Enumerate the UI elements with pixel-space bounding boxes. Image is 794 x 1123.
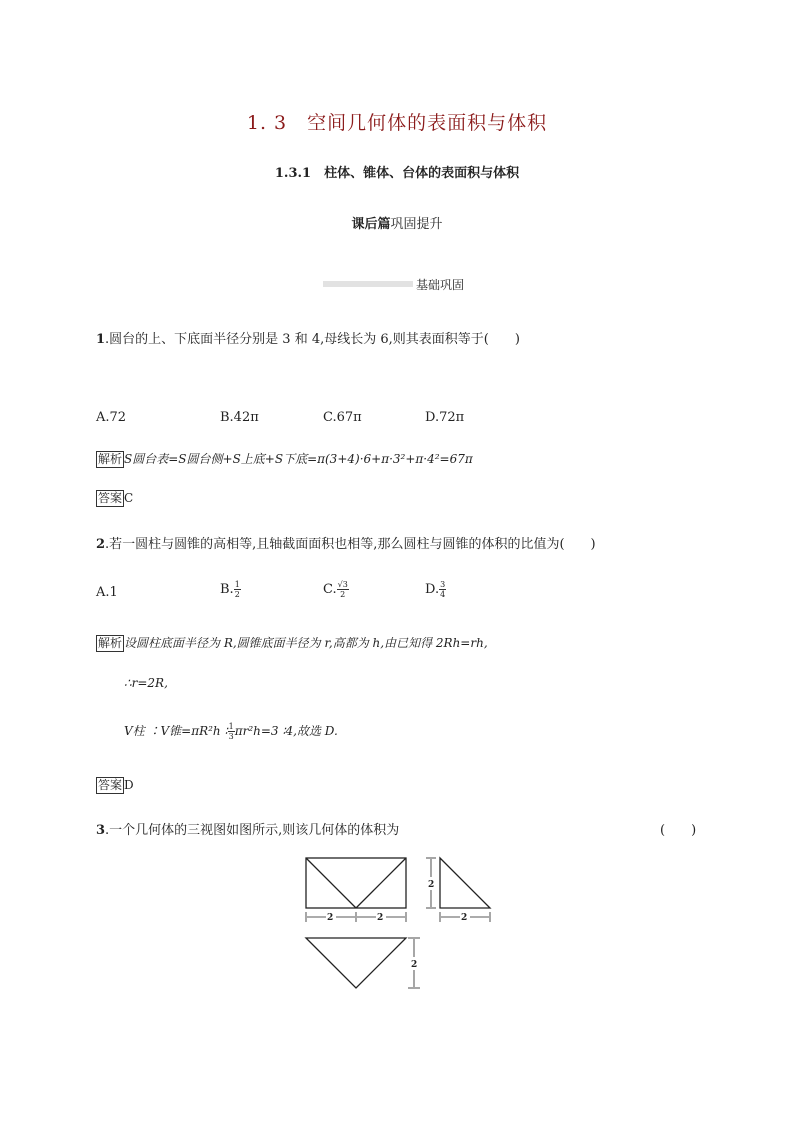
q1-analysis-text: S圆台表=S圆台侧+S上底+S下底=π(3+4)·6+π·3²+π·4²=67π — [124, 452, 473, 466]
front-view-rect — [306, 858, 406, 908]
question-3 — [96, 819, 399, 838]
q2-answer — [96, 777, 134, 794]
dim-label: 2 — [327, 913, 334, 923]
q2-analysis-text: 设圆柱底面半径为 R,圆锥底面半径为 r,高都为 h,由已知得 2Rh=rh, — [124, 636, 488, 650]
section-heading-bold: 课后篇 — [351, 217, 391, 232]
question-3-text: .一个几何体的三视图如图所示,则该几何体的体积为 — [105, 823, 400, 838]
answer-tag: 答案 — [98, 778, 123, 792]
q1-analysis — [96, 450, 473, 468]
q3-answer-bracket: ( ) — [660, 823, 697, 838]
question-1-text: .圆台的上、下底面半径分别是 3 和 4,母线长为 6,则其表面积等于( ) — [105, 332, 520, 347]
q1-option-d: D.72π — [425, 410, 465, 425]
side-view-triangle — [440, 858, 490, 908]
section-heading — [0, 213, 794, 232]
q1-answer — [96, 490, 133, 507]
analysis-tag: 解析 — [98, 636, 123, 650]
three-view-figure — [290, 850, 500, 1000]
q2-analysis-line2: ∴r=2R, — [124, 676, 168, 690]
answer-tag: 答案 — [98, 491, 123, 505]
top-view-triangle — [306, 938, 406, 988]
question-2-number: 2 — [96, 537, 106, 552]
q2-analysis — [96, 634, 488, 652]
dim-label: 2 — [428, 880, 435, 890]
dim-label: 2 — [411, 960, 418, 970]
question-3-number: 3 — [96, 823, 106, 838]
band-decoration — [323, 281, 413, 287]
q1-answer-value: C — [124, 491, 134, 505]
question-1-number: 1 — [96, 332, 106, 347]
q2-analysis-line3: V柱 ∶V锥=πR²h ∶ $\frac{1}{3}$ πr²h=3 ∶4,故选 D. — [124, 722, 338, 741]
q1-option-b: B.42π — [220, 410, 259, 425]
question-2 — [96, 533, 596, 552]
section-heading-rest: 巩固提升 — [390, 217, 443, 232]
q2-option-c: C. $\frac{√3}{2}$ — [323, 580, 348, 599]
band-label: 基础巩固 — [416, 278, 465, 292]
q2-option-a: A.1 — [96, 585, 118, 600]
dim-label: 2 — [461, 913, 468, 923]
q1-option-a: A.72 — [96, 410, 127, 425]
q2-answer-value: D — [124, 778, 134, 792]
question-1 — [96, 328, 520, 347]
analysis-tag: 解析 — [98, 452, 123, 466]
dim-label: 2 — [377, 913, 384, 923]
q2-option-b: B. $\frac{1}{2}$ — [220, 580, 240, 599]
page-subtitle: 1.3.1 柱体、锥体、台体的表面积与体积 — [274, 166, 520, 181]
q1-option-c: C.67π — [323, 410, 362, 425]
page-title: 1. 3 空间几何体的表面积与体积 — [246, 112, 548, 134]
q2-option-d: D. $\frac{3}{4}$ — [425, 580, 446, 599]
question-2-text: .若一圆柱与圆锥的高相等,且轴截面面积也相等,那么圆柱与圆锥的体积的比值为( ) — [105, 537, 596, 552]
